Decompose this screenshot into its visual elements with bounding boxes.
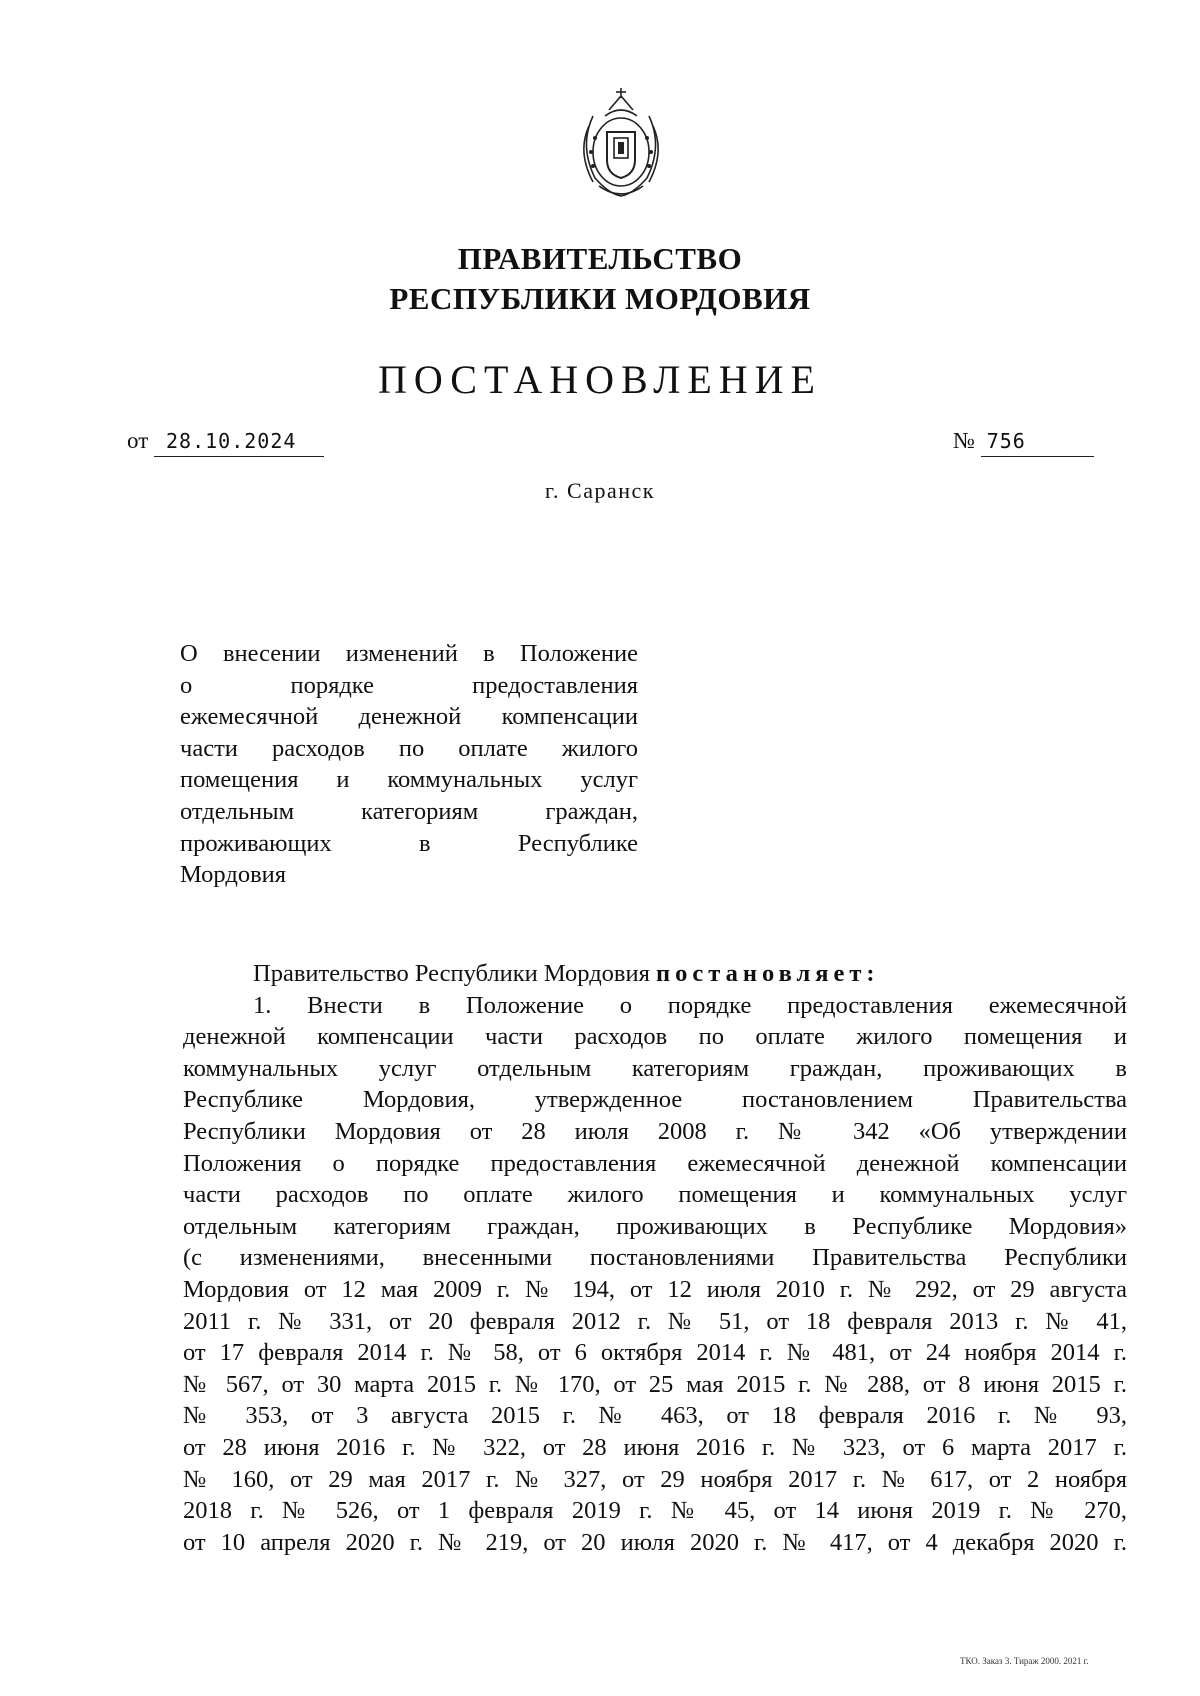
body-line: части расходов по оплате жилого помещения и коммунальных услуг xyxy=(183,1181,1127,1209)
body-line: Республики Мордовия от 28 июля 2008 г. № 342 «Об утверждении xyxy=(183,1117,1127,1145)
organization-name-line1: ПРАВИТЕЛЬСТВО xyxy=(457,241,743,276)
document-date-row xyxy=(127,426,324,457)
subject-line: части расходов по оплате жилого xyxy=(180,734,638,762)
body-line: № 353, от 3 августа 2015 г. № 463, от 18 февраля 2016 г. № 93, xyxy=(183,1402,1127,1430)
print-run-note: ТКО. Заказ 3. Тираж 2000. 2021 г. xyxy=(960,1656,1089,1666)
intro-text: Правительство Республики Мордовия xyxy=(253,960,650,987)
body-intro xyxy=(183,958,1127,990)
body-line: денежной компенсации части расходов по оплате жилого помещения и xyxy=(183,1023,1127,1051)
document-date: 28.10.2024 xyxy=(154,426,324,457)
subject-line: отдельным категориям граждан, xyxy=(180,797,638,825)
body-line: № 160, от 29 мая 2017 г. № 327, от 29 ноября 2017 г. № 617, от 2 ноября xyxy=(183,1465,1127,1493)
body-line: Республике Мордовия, утвержденное постановлением Правительства xyxy=(183,1086,1127,1114)
body-line: от 17 февраля 2014 г. № 58, от 6 октября 2014 г. № 481, от 24 ноября 2014 г. xyxy=(183,1339,1127,1367)
body-line: отдельным категориям граждан, проживающих в Республике Мордовия» xyxy=(183,1212,1127,1240)
subject-line: помещения и коммунальных услуг xyxy=(180,766,638,794)
intro-emphasis: постановляет: xyxy=(656,960,880,987)
date-prefix: от xyxy=(127,428,149,453)
body-line: от 28 июня 2016 г. № 322, от 28 июня 2016 г. № 323, от 6 марта 2017 г. xyxy=(183,1433,1127,1461)
document-number: 756 xyxy=(981,426,1094,457)
subject-line: О внесении изменений в Положение xyxy=(180,640,638,667)
organization-name-line2: РЕСПУБЛИКИ МОРДОВИЯ xyxy=(389,281,811,316)
subject-line: проживающих в Республике xyxy=(180,829,638,857)
document-subject xyxy=(180,638,638,891)
subject-line: о порядке предоставления xyxy=(180,671,638,699)
body-line: № 567, от 30 марта 2015 г. № 170, от 25 мая 2015 г. № 288, от 8 июня 2015 г. xyxy=(183,1370,1127,1398)
document-body xyxy=(183,958,1127,1558)
issuing-city: г. Саранск xyxy=(545,478,655,503)
body-line: Положения о порядке предоставления ежемесячной денежной компенсации xyxy=(183,1149,1127,1177)
body-line: от 10 апреля 2020 г. № 219, от 20 июля 2020 г. № 417, от 4 декабря 2020 г. xyxy=(183,1528,1127,1556)
body-line: 2011 г. № 331, от 20 февраля 2012 г. № 51, от 18 февраля 2013 г. № 41, xyxy=(183,1307,1127,1335)
subject-line: ежемесячной денежной компенсации xyxy=(180,703,638,731)
body-line: 1. Внести в Положение о порядке предоставления ежемесячной xyxy=(253,991,1127,1019)
body-line: 2018 г. № 526, от 1 февраля 2019 г. № 45, от 14 июня 2019 г. № 270, xyxy=(183,1497,1127,1525)
body-line: коммунальных услуг отдельным категориям граждан, проживающих в xyxy=(183,1054,1127,1082)
document-type-title: ПОСТАНОВЛЕНИЕ xyxy=(378,357,822,402)
document-number-row xyxy=(953,426,1094,457)
subject-line: Мордовия xyxy=(180,861,287,889)
coat-of-arms-emblem xyxy=(569,86,673,204)
number-prefix: № xyxy=(953,428,975,453)
body-line: (с изменениями, внесенными постановлениями Правительства Республики xyxy=(183,1244,1127,1272)
body-line: Мордовия от 12 мая 2009 г. № 194, от 12 июля 2010 г. № 292, от 29 августа xyxy=(183,1275,1127,1303)
